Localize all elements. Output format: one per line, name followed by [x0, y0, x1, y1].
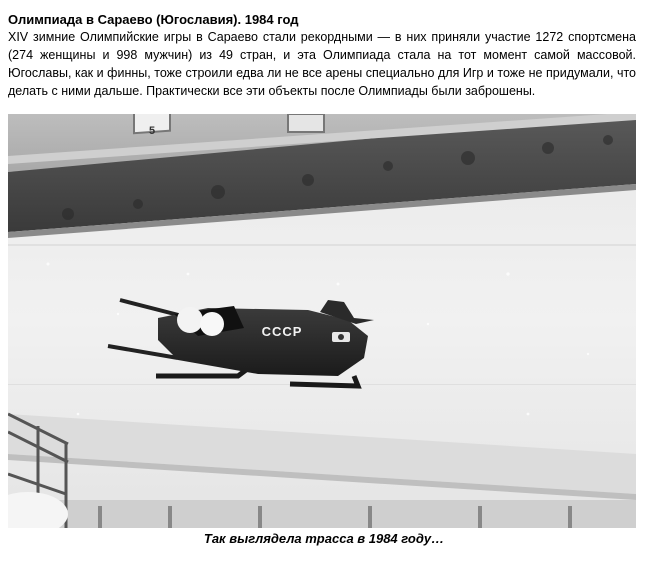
helmet-front — [200, 312, 224, 336]
sled-lettering: СССР — [261, 324, 303, 339]
bobsled-photo — [8, 114, 636, 528]
article-paragraph: XIV зимние Олимпийские игры в Сараево стали рекордными — в них приняли участие 1272 спортсмена (274 женщины и 998 мужчин) из 49 стран, и эта Олимпиада стала на тот момент самой массовой. Югославы, как и финны, тоже строили едва ли не все арены специально для Игр и тоже не придумали, что делать с ними дальше. Практически все эти объекты после Олимпиады были заброшены. — [8, 30, 636, 98]
article-title: Олимпиада в Сараево (Югославия). 1984 год — [8, 12, 299, 27]
article — [8, 12, 636, 100]
photo-caption: Так выглядела трасса в 1984 году… — [203, 531, 445, 546]
helmet-rear — [177, 307, 203, 333]
svg-text:5: 5 — [148, 125, 156, 137]
sign-board-right — [288, 114, 324, 132]
